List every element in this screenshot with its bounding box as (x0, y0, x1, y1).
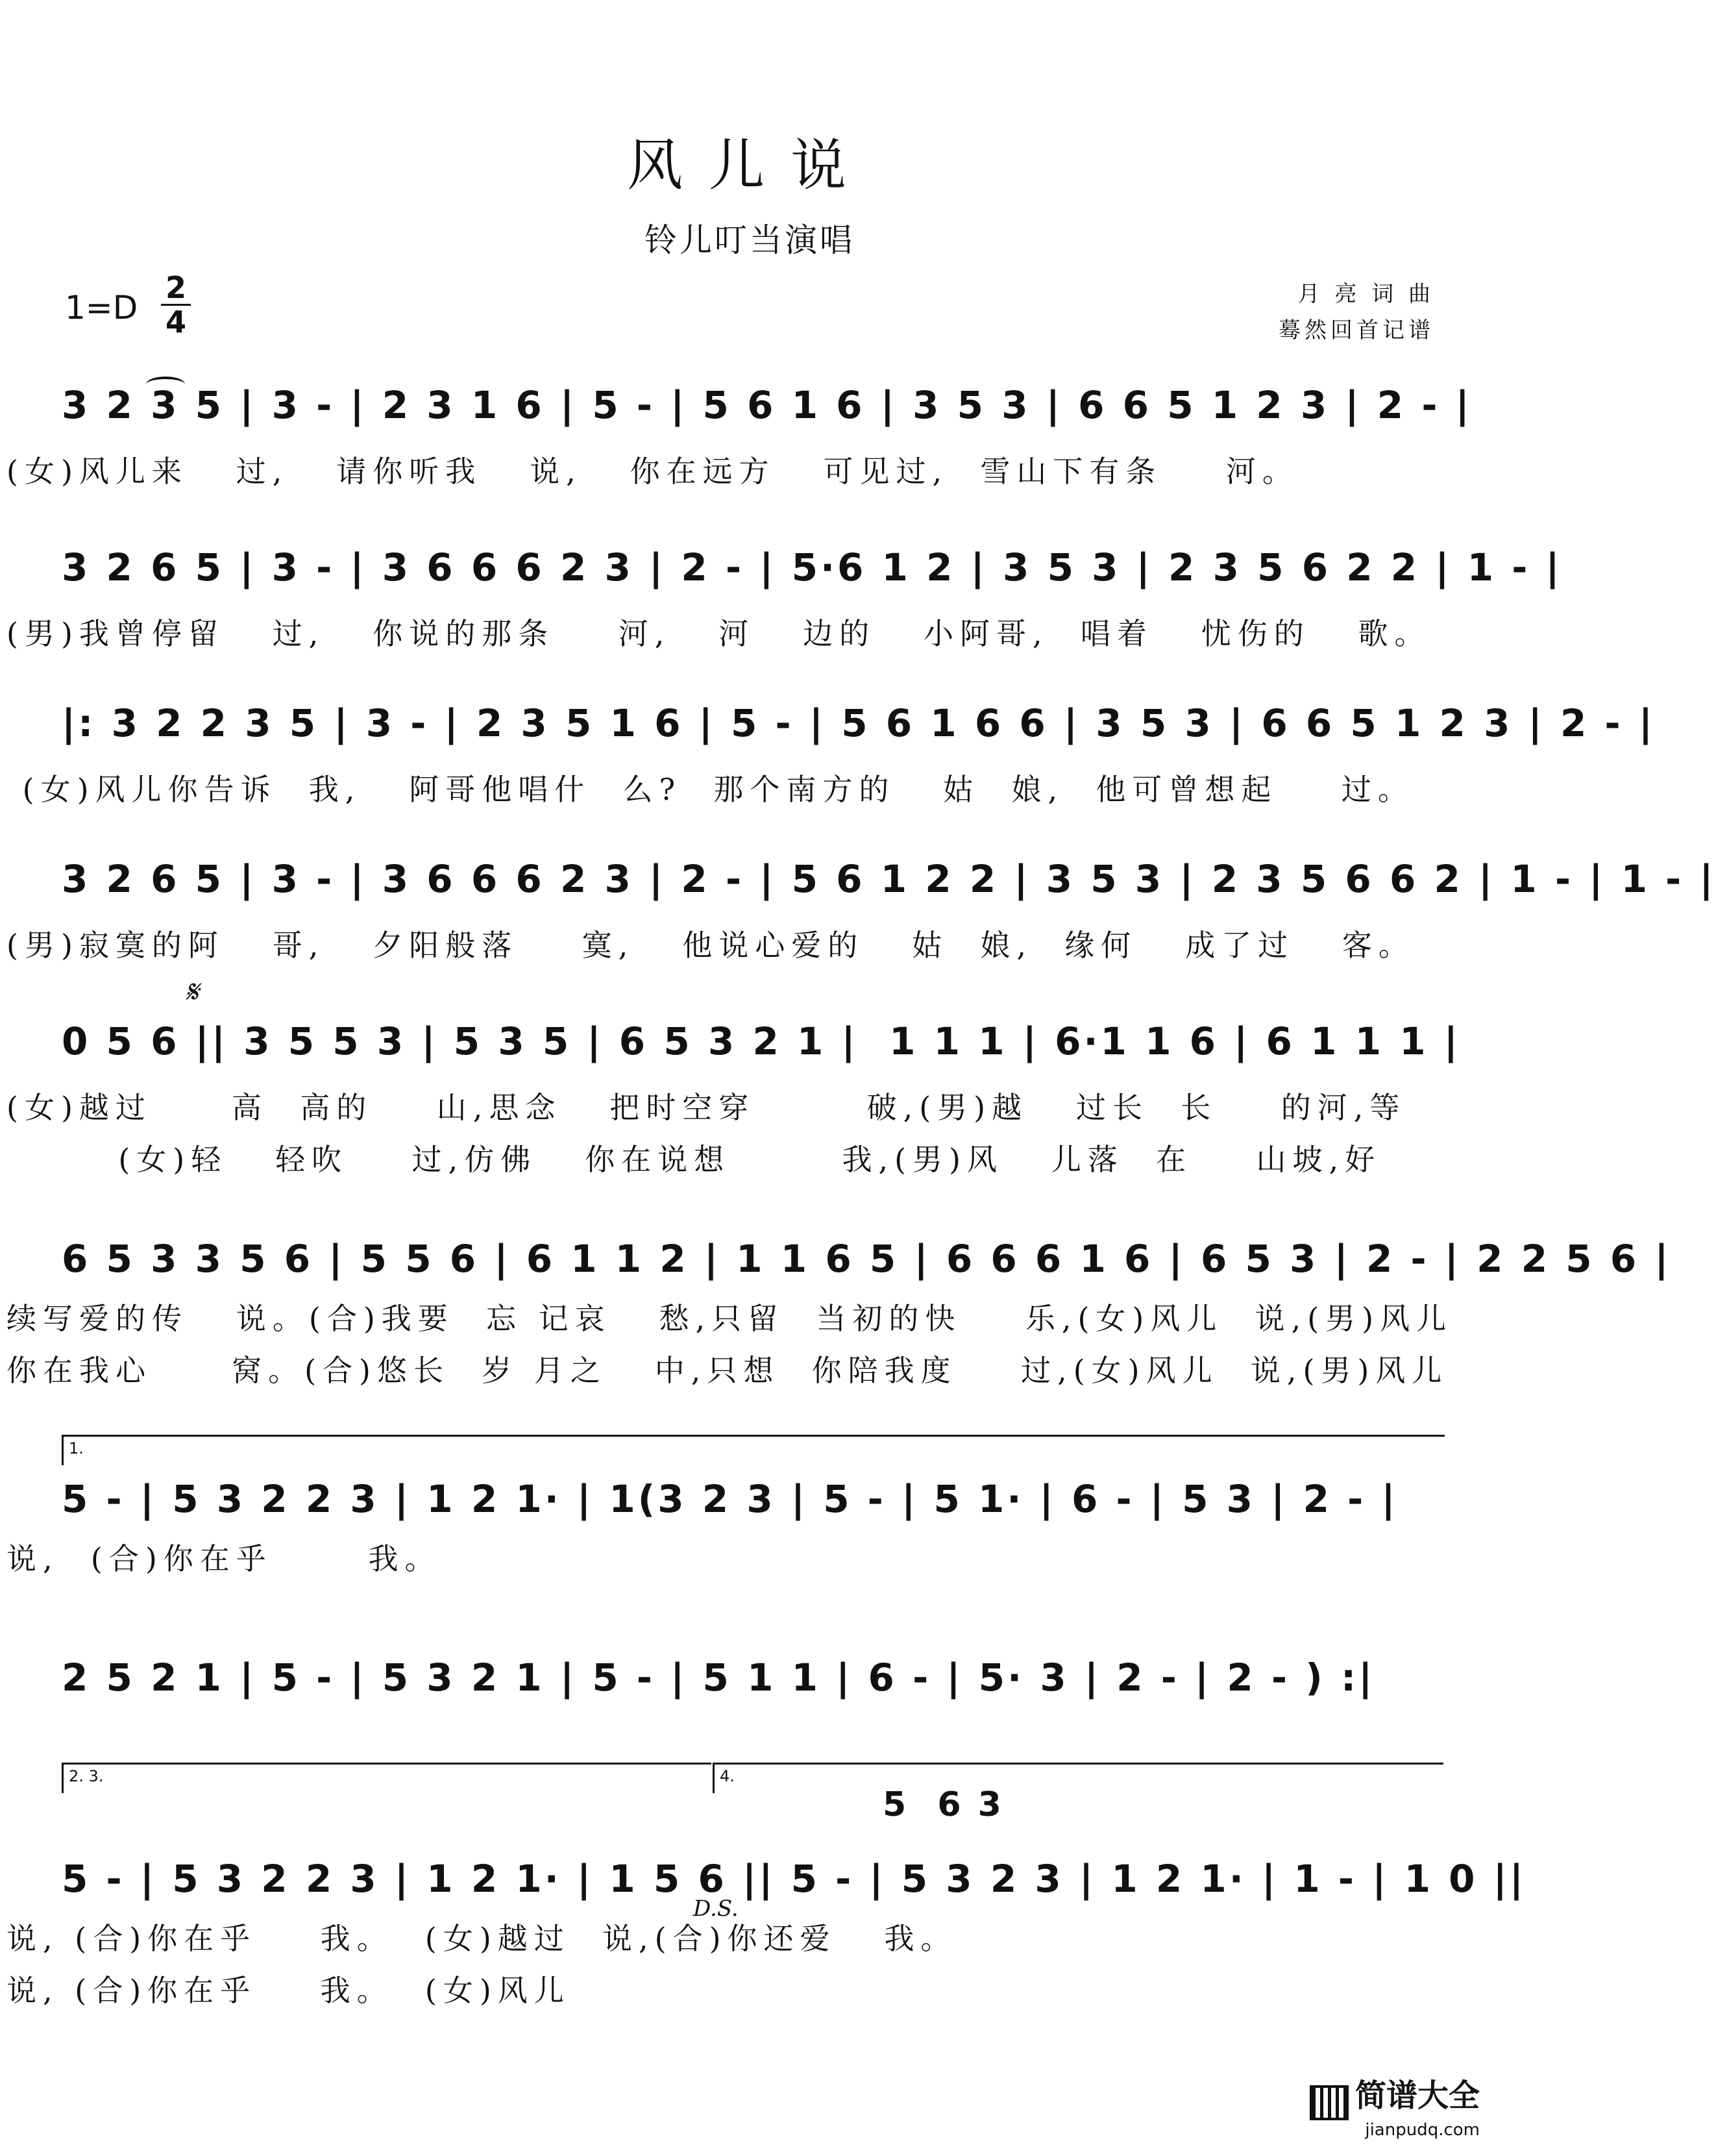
score-line-3 (0, 701, 1655, 870)
time-signature (161, 271, 191, 338)
score-line-9 (0, 1857, 1526, 2026)
notes: 2 5 2 1 | 5 - | 5 3 2 1 | 5 - | 5 1 1 | 6 - | 5· 3 | 2 - | 2 - ) :| (62, 1655, 1375, 1700)
watermark-brand: 简谱大全 (1310, 2070, 1480, 2121)
upper-notes: 5 6 3 (883, 1785, 1004, 1824)
segno-mark: 𝄋 (185, 974, 199, 1010)
score-line-4 (0, 857, 1716, 1026)
lyrics-verse-2: (女)轻 轻吹 过,仿佛 你在说想 我,(男)风 儿落 在 山坡,好 (6, 1142, 1382, 1177)
watermark-url: jianpudq.com (1365, 2120, 1480, 2140)
lyrics-verse-2: 你在我心 窝。(合)悠长 岁 月之 中,只想 你陪我度 过,(女)风儿 说,(男)风儿 (6, 1353, 1449, 1388)
score-line-7 (0, 1477, 1499, 1646)
lyrics-verse-2: 说, (合)你在乎 我。 (女)风儿 (6, 1973, 570, 2008)
notes: 3 2 3 5 | 3 - | 2 3 1 6 | 5 - | 5 6 1 6 | 3 5 3 | 6 6 5 1 2 3 | 2 - | (62, 383, 1472, 427)
volta-4: 4. (713, 1763, 1443, 1793)
notes: 3 2 6 5 | 3 - | 3 6 6 6 2 3 | 2 - | 5 6 1 2 2 | 3 5 3 | 2 3 5 6 6 2 | 1 - | 1 - | (62, 857, 1716, 901)
ds-mark: D.S. (693, 1896, 739, 1922)
lyrics: (女)风儿来 过, 请你听我 说, 你在远方 可见过, 雪山下有条 河。 (6, 454, 1299, 489)
score-line-6 (0, 1237, 1671, 1406)
watermark (1310, 2070, 1480, 2140)
lyrics: (女)越过 高 高的 山,思念 把时空穿 破,(男)越 过长 长 的河,等 (6, 1090, 1406, 1125)
credits (1279, 276, 1434, 349)
score-title: 风儿说 (627, 133, 872, 198)
notes: 5 - | 5 3 2 2 3 | 1 2 1· | 1(3 2 3 | 5 - | 5 1· | 6 - | 5 3 | 2 - | (62, 1477, 1398, 1521)
lyrics: (女)风儿你告诉 我, 阿哥他唱什 么? 那个南方的 姑 娘, 他可曾想起 过。 (6, 772, 1414, 807)
lyrics: (男)寂寞的阿 哥, 夕阳般落 寞, 他说心爱的 姑 娘, 缘何 成了过 客。 (6, 928, 1415, 963)
volta-2-3: 2. 3. (62, 1763, 711, 1793)
piano-keys-icon (1310, 2085, 1349, 2120)
lyrics: 说, (合)你在乎 我。 (女)越过 说,(合)你还爱 我。 (6, 1921, 957, 1956)
lyrics: (男)我曾停留 过, 你说的那条 河, 河 边的 小阿哥, 唱着 忧伤的 歌。 (6, 616, 1431, 651)
lyrics: 说, (合)你在乎 我。 (6, 1541, 441, 1576)
lyrics: 续写爱的传 说。(合)我要 忘 记哀 愁,只留 当初的快 乐,(女)风儿 说,(男)风儿 (6, 1301, 1453, 1336)
score-subtitle: 铃儿叮当演唱 (644, 221, 855, 259)
notes: 0 5 6 || 3 5 5 3 | 5 3 5 | 6 5 3 2 1 | 1 1 1 | 6·1 1 6 | 6 1 1 1 | (62, 1019, 1460, 1063)
notes: 6 5 3 3 5 6 | 5 5 6 | 6 1 1 2 | 1 1 6 5 | 6 6 6 1 6 | 6 5 3 | 2 - | 2 2 5 6 | (62, 1237, 1671, 1281)
score-line-2 (0, 545, 1562, 714)
notes: 3 2 6 5 | 3 - | 3 6 6 6 2 3 | 2 - | 5·6 1 2 | 3 5 3 | 2 3 5 6 2 2 | 1 - | (62, 545, 1562, 589)
score-line-1 (0, 383, 1499, 552)
credit-lyrics: 月 亮 词 曲 (1297, 281, 1434, 307)
notes: |: 3 2 2 3 5 | 3 - | 2 3 5 1 6 | 5 - | 5 6 1 6 6 | 3 5 3 | 6 6 5 1 2 3 | 2 - | (62, 701, 1655, 745)
key-signature: 1=D (65, 289, 138, 327)
notes: 5 - | 5 3 2 2 3 | 1 2 1· | 1 5 6 || 5 - | 5 3 2 3 | 1 2 1· | 1 - | 1 0 || (62, 1857, 1526, 1901)
credit-notation: 蓦然回首记谱 (1279, 317, 1434, 343)
volta-1: 1. (62, 1435, 1445, 1465)
time-bottom: 4 (161, 304, 191, 338)
score-line-5 (0, 974, 1499, 1188)
time-top: 2 (165, 270, 186, 305)
